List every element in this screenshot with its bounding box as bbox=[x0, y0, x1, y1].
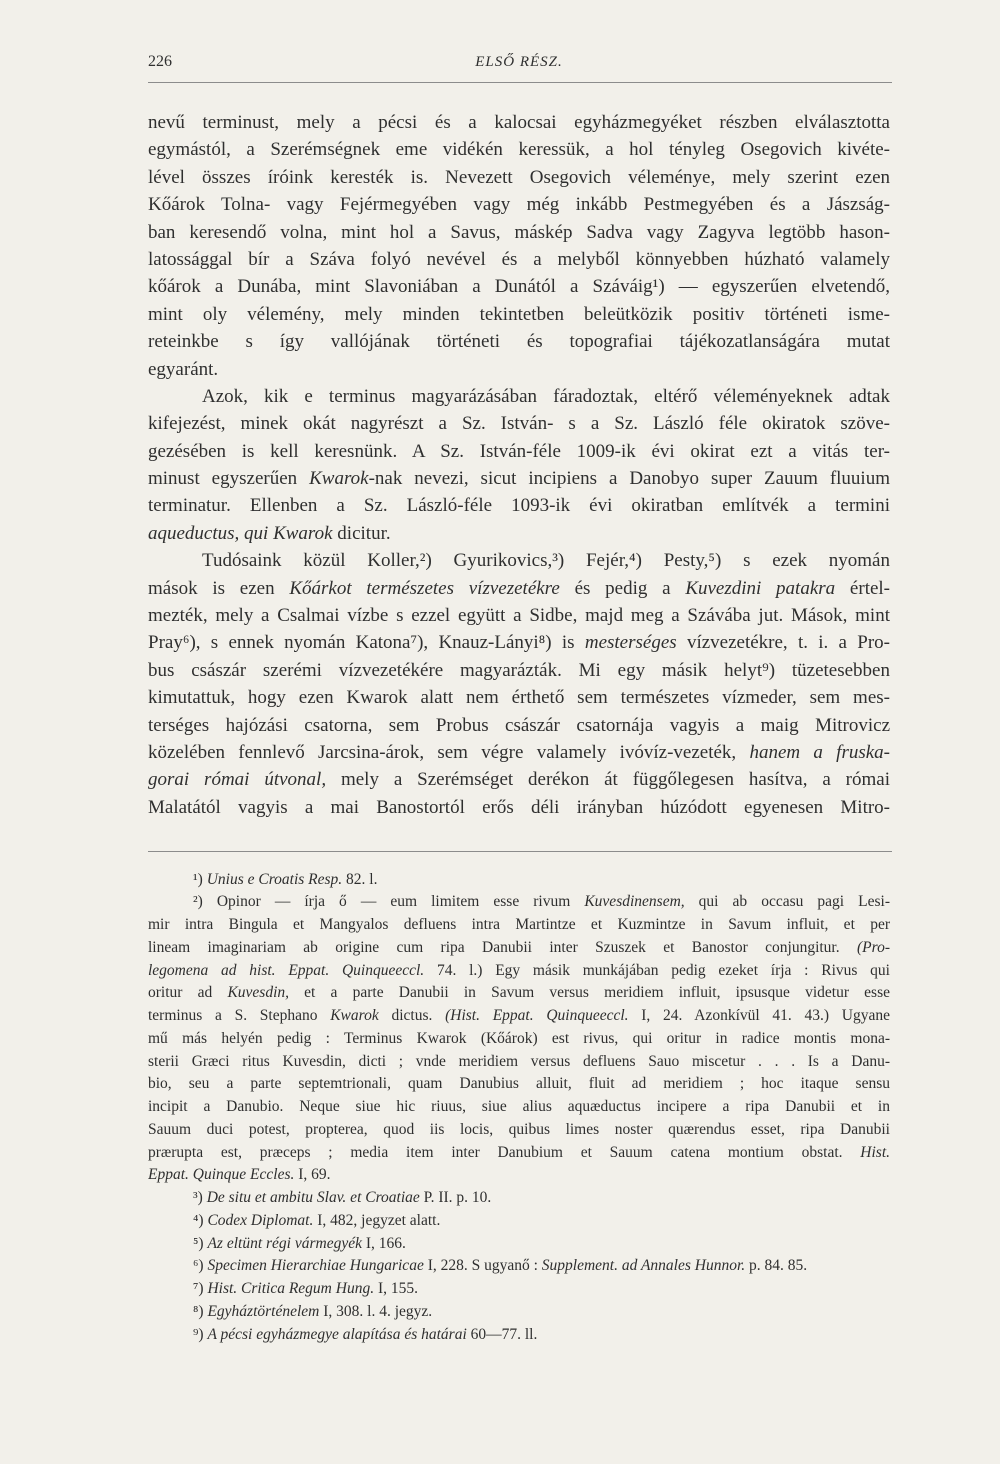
text-run: mely a Szerémséget derékon át függőlegesen hasítva, a római bbox=[326, 769, 890, 791]
text-run: sterii Græci ritus Kuvesdin, dicti ; vnde meridiem versus defluens Sauo miscetur . . . Is a Danu- bbox=[148, 1052, 890, 1070]
text-run: Pray⁶), s ennek nyomán Katona⁷), Knauz-Lányi⁸) is bbox=[148, 632, 585, 654]
body-line bbox=[148, 164, 890, 191]
italic-text: hanem a fruska- bbox=[749, 741, 890, 763]
italic-text: Kwarok bbox=[309, 468, 369, 490]
text-run: közelében fennlevő Jarcsina-árok, sem végre valamely ivóvíz-vezeték, bbox=[148, 741, 750, 763]
italic-text: Eppat. Quinque Eccles. bbox=[148, 1166, 295, 1184]
text-run: latossággal bír a Száva folyó nevével és a melyből könnyebben húzható valamely bbox=[148, 248, 890, 270]
footnote-line bbox=[148, 982, 890, 1005]
footnote-rule bbox=[148, 851, 892, 852]
footnote-line bbox=[148, 1051, 890, 1074]
body-line bbox=[148, 712, 890, 739]
footnote-marker: ⁸) bbox=[193, 1302, 204, 1320]
text-run: 74. l.) Egy másik munkájában pedig ezeket írja : Rivus qui bbox=[424, 961, 890, 979]
italic-text: Kuvesdin, bbox=[227, 984, 289, 1002]
footnote-line bbox=[148, 1005, 890, 1028]
footnote-line bbox=[148, 1164, 890, 1187]
body-line bbox=[148, 219, 890, 246]
text-run: mű más helyén pedig : Terminus Kwarok (Kőárok) est rivus, qui oritur in radice montis mona- bbox=[148, 1029, 890, 1047]
footnote-marker: ³) bbox=[193, 1189, 203, 1207]
text-run: Azok, kik e terminus magyarázásában fáradoztak, eltérő véleményeknek adtak bbox=[202, 385, 890, 407]
text-run: P. II. p. 10. bbox=[419, 1189, 492, 1207]
body-line bbox=[148, 794, 890, 821]
body-line bbox=[148, 136, 890, 163]
body-line bbox=[148, 684, 890, 711]
text-run: gezésében is kell keresnünk. A Sz. István-féle 1009-ik évi okirat ezt a vitás ter- bbox=[148, 440, 890, 462]
text-run: és pedig a bbox=[559, 577, 686, 599]
footnote-line bbox=[148, 869, 890, 892]
italic-text: gorai római útvonal, bbox=[148, 769, 327, 791]
text-run: Tudósaink közül Koller,²) Gyurikovics,³) Fejér,⁴) Pesty,⁵) s ezek nyomán bbox=[202, 550, 890, 572]
text-run: prærupta est, præceps ; media item inter Danubium et Sauum catena montium obstat. bbox=[148, 1143, 861, 1161]
italic-text: Unius e Croatis Resp. bbox=[206, 870, 343, 888]
body-line bbox=[148, 739, 890, 766]
text-run: kimutattuk, hogy ezen Kwarok alatt nem érthető sem természetes vízmeder, sem mes- bbox=[148, 687, 890, 709]
italic-text: Kőárkot természetes vízvezetékre bbox=[289, 577, 560, 599]
footnote-line bbox=[148, 937, 890, 960]
footnote-marker: ⁶) bbox=[193, 1257, 204, 1275]
text-run: vízvezetékre, t. i. a Pro- bbox=[676, 632, 890, 654]
text-run: terminus a S. Stephano bbox=[148, 1007, 331, 1025]
footnote-marker: ⁵) bbox=[193, 1234, 204, 1252]
footnote-line bbox=[148, 1142, 890, 1165]
text-run: -nak nevezi, sicut incipiens a Danobyo super Zauum fluuium bbox=[368, 468, 890, 490]
italic-text: legomena ad hist. Eppat. Quinqueeccl. bbox=[148, 961, 425, 979]
italic-text: Supplement. ad Annales Hunnor. bbox=[541, 1257, 746, 1275]
header-rule bbox=[148, 82, 892, 83]
text-run: terséges hajózási csatorna, sem Probus császár csatornája vagyis a maig Mitrovicz bbox=[148, 714, 890, 736]
footnote-marker: ²) bbox=[193, 893, 203, 911]
text-run: p. 84. 85. bbox=[745, 1257, 808, 1275]
footnote-line bbox=[148, 1278, 890, 1301]
page-number: 226 bbox=[148, 53, 172, 70]
body-line bbox=[148, 602, 890, 629]
footnote-marker: ¹) bbox=[193, 870, 203, 888]
body-line bbox=[148, 301, 890, 328]
italic-text: Kuvezdini patakra bbox=[685, 577, 836, 599]
text-run: ban keresendő volna, mint hol a Savus, máskép Sadva vagy Zagyva legtöbb hason- bbox=[148, 221, 890, 243]
text-run: I, 166. bbox=[361, 1234, 406, 1252]
text-run: I, 155. bbox=[374, 1280, 418, 1298]
text-run: mir intra Bingula et Mangyalos defluens intra Martintze et Kuzmintze in Savum influit, et per bbox=[148, 916, 890, 934]
text-run: egyaránt. bbox=[148, 358, 219, 380]
text-run: incipit a Danubio. Neque siue hic riuus, siue alius aquæductus incipere a ripa Danubii et in bbox=[148, 1098, 890, 1116]
body-line bbox=[148, 191, 890, 218]
footnote-line bbox=[148, 914, 890, 937]
text-run: bus császár szerémi vízvezetékére magyarázták. Mi egy másik helyt⁹) tüzetesebben bbox=[148, 659, 890, 681]
text-run: I, 24. Azonkívül 41. 43.) Ugyane bbox=[628, 1007, 890, 1025]
text-run: egymástól, a Szerémségnek eme vidékén keressük, a hol tényleg Osegovich kivéte- bbox=[148, 139, 890, 161]
footnote-line bbox=[148, 960, 890, 983]
italic-text: Specimen Hierarchiae Hungaricae bbox=[207, 1257, 424, 1275]
text-run: qui ab occasu pagi Lesi- bbox=[684, 893, 890, 911]
footnote-line bbox=[148, 1301, 890, 1324]
body-line bbox=[148, 356, 890, 383]
text-run: Malatától vagyis a mai Banostortól erős déli irányban húzódott egyenesen Mitro- bbox=[148, 796, 890, 818]
italic-text: Hist. bbox=[860, 1143, 890, 1161]
footnote-line bbox=[148, 891, 890, 914]
footnote-line bbox=[148, 1187, 890, 1210]
italic-text: mesterséges bbox=[584, 632, 677, 654]
body-line bbox=[148, 657, 890, 684]
footnote-line bbox=[148, 1096, 890, 1119]
text-run: et a parte Danubii in Savum versus meridiem influit, ipsusque videtur esse bbox=[289, 984, 890, 1002]
body-line bbox=[148, 766, 890, 793]
italic-text: (Pro- bbox=[857, 938, 890, 956]
body-line bbox=[148, 465, 890, 492]
footnote-line bbox=[148, 1073, 890, 1096]
footnote-line bbox=[148, 1233, 890, 1256]
text-run: bio, seu a parte septemtrionali, quam Danubius alluit, fluit ad meridiem ; hoc itaque sensu bbox=[148, 1075, 890, 1093]
text-run: kőárok a Dunába, mint Slavoniában a Dunától a Száváig¹) — egyszerűen elvetendő, bbox=[148, 276, 890, 298]
text-run: 60—77. ll. bbox=[466, 1325, 538, 1343]
text-run: kifejezést, minek okát nagyrészt a Sz. István- s a Sz. László féle okiratok szöve- bbox=[148, 413, 890, 435]
italic-text: Az eltünt régi vármegyék bbox=[207, 1234, 362, 1252]
body-line bbox=[148, 246, 890, 273]
text-run: I, 69. bbox=[294, 1166, 331, 1184]
body-line bbox=[148, 575, 890, 602]
body-line bbox=[148, 410, 890, 437]
body-line bbox=[148, 273, 890, 300]
body-line bbox=[148, 520, 890, 547]
italic-text: aqueductus, qui Kwarok bbox=[148, 522, 333, 544]
body-line bbox=[148, 383, 890, 410]
text-run: lineam imaginariam ab origine cum ripa Danubii inter Szuszek et Banostor conjungitur. bbox=[148, 938, 857, 956]
text-run: mezték, mely a Csalmai vízbe s ezzel együtt a Sidbe, majd meg a Szávába jut. Mások, mint bbox=[148, 605, 890, 627]
text-run: Kőárok Tolna- vagy Fejérmegyében vagy még inkább Pestmegyében és a Jászság- bbox=[148, 194, 890, 216]
text-run: Sauum duci potest, propterea, quod iis locis, quibus limes noster quærendus esset, ripa Danubii bbox=[148, 1120, 890, 1138]
text-run: Opinor — írja ő — eum limitem esse rivum bbox=[216, 893, 585, 911]
text-run: értel- bbox=[835, 577, 890, 599]
italic-text: Kuvesdinensem, bbox=[584, 893, 685, 911]
italic-text: Hist. Critica Regum Hung. bbox=[207, 1280, 375, 1298]
text-run: minust egyszerűen bbox=[148, 468, 310, 490]
italic-text: De situ et ambitu Slav. et Croatiae bbox=[206, 1189, 420, 1207]
body-line bbox=[148, 109, 890, 136]
footnote-marker: ⁹) bbox=[193, 1325, 204, 1343]
italic-text: A pécsi egyházmegye alapítása és határai bbox=[207, 1325, 467, 1343]
footnote-line bbox=[148, 1119, 890, 1142]
text-run: dicitur. bbox=[332, 522, 391, 544]
text-run: reteinkbe s így vallójának történeti és topografiai tájékozatlanságára mutat bbox=[148, 331, 890, 353]
italic-text: Egyháztörténelem bbox=[207, 1302, 320, 1320]
italic-text: Codex Diplomat. bbox=[207, 1211, 314, 1229]
footnote-line bbox=[148, 1028, 890, 1051]
footnote-marker: ⁷) bbox=[193, 1280, 204, 1298]
footnote-marker: ⁴) bbox=[193, 1211, 204, 1229]
body-line bbox=[148, 629, 890, 656]
text-run: 82. l. bbox=[342, 870, 378, 888]
footnote-line bbox=[148, 1324, 890, 1347]
footnotes bbox=[148, 869, 890, 1347]
text-run: oritur ad bbox=[148, 984, 228, 1002]
body-line bbox=[148, 438, 890, 465]
body-line bbox=[148, 547, 890, 574]
text-run: nevű terminust, mely a pécsi és a kalocsai egyházmegyéket részben elválasztotta bbox=[148, 112, 890, 133]
running-title: ELSŐ RÉSZ. bbox=[475, 54, 563, 70]
text-run: I, 308. l. 4. jegyz. bbox=[319, 1302, 433, 1320]
italic-text: Kwarok bbox=[330, 1007, 379, 1025]
body-line bbox=[148, 492, 890, 519]
text-run: I, 228. S ugyanő : bbox=[423, 1257, 542, 1275]
text-run: mások is ezen bbox=[148, 577, 290, 599]
text-run: lével összes íróink keresték is. Nevezett Osegovich véleménye, mely szerint ezen bbox=[148, 166, 890, 188]
running-header bbox=[148, 50, 890, 74]
text-run: dictus. bbox=[378, 1007, 446, 1025]
footnote-line bbox=[148, 1210, 890, 1233]
text-run: mint oly vélemény, mely minden tekintetben beleütközik positiv történeti isme- bbox=[148, 303, 890, 325]
body-text bbox=[148, 109, 890, 821]
body-line bbox=[148, 328, 890, 355]
text-run: I, 482, jegyzet alatt. bbox=[313, 1211, 441, 1229]
footnote-line bbox=[148, 1255, 890, 1278]
italic-text: (Hist. Eppat. Quinqueeccl. bbox=[445, 1007, 629, 1025]
text-run: terminatur. Ellenben a Sz. László-féle 1093-ik évi okiratban említvék a termini bbox=[148, 495, 890, 517]
